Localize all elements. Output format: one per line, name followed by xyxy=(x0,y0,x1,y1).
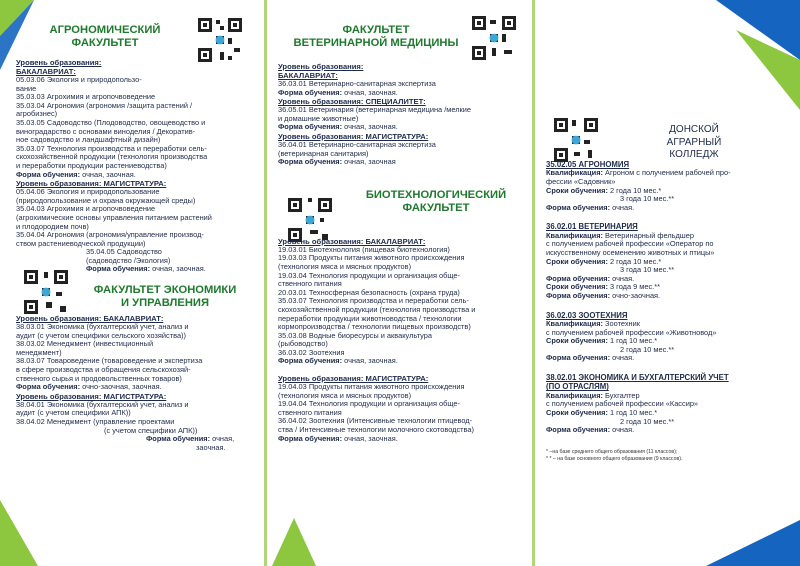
program-line: виноградарство с основами виноделия / Декоратив- xyxy=(16,126,196,136)
level-label: Уровень образования: xyxy=(16,58,102,67)
program-line: 36.04.02 Зоотехния (Интенсивные технологии птицевод- xyxy=(278,416,473,426)
study-form: Форма обучения: очная, заочная. xyxy=(278,356,398,366)
program-line: 38.03.02 Менеджмент (инвестиционный xyxy=(16,339,154,349)
study-form: Форма обучения: очная. xyxy=(546,202,635,212)
econ-title-line: ФАКУЛЬТЕТ ЭКОНОМИКИ xyxy=(93,284,237,297)
program-line: ное садоводство и ландшафтный дизайн) xyxy=(16,135,161,145)
program-line: ства / Интенсивные технологии молочного скотоводства) xyxy=(278,425,474,435)
level-label: Уровень образования: МАГИСТРАТУРА: xyxy=(278,131,429,141)
agro-section xyxy=(0,0,262,566)
program-line: 19.04.04 Технология продукции и организация обще- xyxy=(278,399,460,409)
study-form: Форма обучения: очная. xyxy=(546,273,635,283)
program-line: (природопользование и охрана окружающей среды) xyxy=(16,195,196,205)
program-line: 35.03.07 Технология производства и переработки сель- xyxy=(278,296,469,306)
program-line: 35.03.05 Садоводство (Плодоводство, овощеводство и xyxy=(16,117,206,127)
study-period-cont: 3 года 10 мес.** xyxy=(620,194,675,204)
agro-title-line: АГРОНОМИЧЕСКИЙ xyxy=(49,24,161,36)
bio-faculty-title xyxy=(348,189,524,215)
program-line: менеджмент) xyxy=(16,347,62,357)
program-line: и переработки продукции растениеводства) xyxy=(16,160,167,170)
study-period: Сроки обучения: 1 год 10 мес.* xyxy=(546,336,658,346)
level-label: Уровень образования: СПЕЦИАЛИТЕТ: xyxy=(278,97,426,107)
program-line: 35.03.08 Водные биоресурсы и аквакультура xyxy=(278,330,432,340)
level-label: Уровень образования: БАКАЛАВРИАТ: xyxy=(278,236,426,246)
level-label: БАКАЛАВРИАТ: xyxy=(278,71,338,80)
program-line: 38.04.01 Экономика (бухгалтерский учет, анализ и xyxy=(16,399,189,409)
column-divider xyxy=(532,0,535,566)
qualification-cont: искусственному осеменению животных и птицы» xyxy=(546,247,715,257)
program-line: 36.03.02 Зоотехния xyxy=(278,347,345,357)
program-line: 35.03.07 Технология производства и переработки сель- xyxy=(16,143,207,153)
program-line: 38.03.07 Товароведение (товароведение и экспертиза xyxy=(16,356,203,366)
study-period-cont: 3 года 10 мес.** xyxy=(620,265,675,275)
program-list xyxy=(16,401,254,427)
program-line: ственного питания xyxy=(278,407,342,417)
study-period: Сроки обучения: 2 года 10 мес.* xyxy=(546,185,662,195)
level-label: Уровень образования: xyxy=(278,62,364,71)
level-label: БАКАЛАВРИАТ: xyxy=(16,67,76,76)
agro-title-line: ФАКУЛЬТЕТ xyxy=(71,37,139,49)
program-line: 19.04.03 Продукты питания животного происхождения xyxy=(278,382,465,392)
program-line: (ветеринарная санитария) xyxy=(278,148,369,158)
specialty-zootechny xyxy=(546,311,792,363)
specialty-title: 38.02.01 ЭКОНОМИКА И БУХГАЛТЕРСКИЙ УЧЕТ xyxy=(546,372,729,382)
program-line: 35.04.04 Агрономия (агрономия/управление производ- xyxy=(16,230,204,240)
study-form: Форма обучения: очная, заочная. xyxy=(16,169,136,179)
program-line: (технология мяса и мясных продуктов) xyxy=(278,261,412,271)
program-line: кормопроизводства / технологии пищевых производств) xyxy=(278,322,471,332)
program-line: 35.03.04 Агрономия (агрономия /защита растений / xyxy=(16,100,193,110)
specialty-veterinary xyxy=(546,222,792,300)
program-line: скохозяйственной продукции (технология производства и xyxy=(278,304,476,314)
program-line: (агрохимические основы управления питанием растений xyxy=(16,212,212,222)
vet-title-line: ВЕТЕРИНАРНОЙ МЕДИЦИНЫ xyxy=(293,37,459,49)
qualification: Квалификация: Бухгалтер xyxy=(546,390,640,400)
qualification-cont: с получением рабочей профессии «Оператор по xyxy=(546,239,714,249)
study-form: Форма обучения: очная, заочная. xyxy=(278,122,398,132)
college-section xyxy=(538,0,800,566)
study-form: Форма обучения: очно-заочная, заочная. xyxy=(16,382,162,392)
program-line: 05.03.06 Экология и природопользо- xyxy=(16,75,142,84)
program-line: (с учетом специфики АПК)) xyxy=(104,425,198,435)
program-list xyxy=(278,141,524,158)
footnote: * * – на базе основного общего образования (9 классов). xyxy=(546,455,683,462)
college-title-line: КОЛЛЕДЖ xyxy=(669,149,719,160)
program-line: переработки продукции животноводства / технологии xyxy=(278,313,462,323)
program-list xyxy=(278,246,524,358)
program-line: 36.03.01 Ветеринарно-санитарная экспертиза xyxy=(278,79,436,88)
program-line: аудит (с учетом специфики АПК)) xyxy=(16,408,131,418)
level-label: Уровень образования: МАГИСТРАТУРА: xyxy=(16,179,167,189)
program-list xyxy=(16,76,254,171)
program-line: 36.05.01 Ветеринария (ветеринарная медицина /мелкие xyxy=(278,105,471,115)
program-line: 38.04.02 Менеджмент (управление проектами xyxy=(16,417,175,426)
bio-title-line: ФАКУЛЬТЕТ xyxy=(402,201,470,214)
study-period-cont: 2 года 10 мес.** xyxy=(620,344,675,354)
program-line: 20.03.01 Техносферная безопасность (охрана труда) xyxy=(278,287,460,297)
study-form: Форма обучения: очная, заочная. xyxy=(278,87,398,97)
program-line: скохозяйственной продукции (технология производства xyxy=(16,152,208,162)
qualification: Квалификация: Зоотехник xyxy=(546,318,640,328)
level-label: Уровень образования: БАКАЛАВРИАТ: xyxy=(16,314,164,324)
level-label: Уровень образования: МАГИСТРАТУРА: xyxy=(278,374,429,384)
program-list xyxy=(278,383,524,435)
qualification-cont: фессии «Садовник» xyxy=(546,177,616,186)
study-period: Сроки обучения: 2 года 10 мес.* xyxy=(546,256,662,266)
program-list xyxy=(278,106,524,123)
program-line: 19.03.01 Биотехнология (пищевая биотехнология) xyxy=(278,244,450,254)
vet-title-line: ФАКУЛЬТЕТ xyxy=(342,24,410,36)
program-line: ственного питания xyxy=(278,279,342,289)
specialty-title: (ПО ОТРАСЛЯМ) xyxy=(546,382,609,392)
econ-title-line: И УПРАВЛЕНИЯ xyxy=(121,297,209,310)
specialty-accounting xyxy=(546,373,792,435)
footnote: * –на базе среднего общего образования (11 классов); xyxy=(546,448,678,455)
study-period-cont: 2 года 10 мес.** xyxy=(620,416,675,426)
program-line: и плодородием почв) xyxy=(16,221,89,231)
study-form: Форма обучения: очная, xyxy=(146,434,235,444)
program-line: вание xyxy=(16,83,37,93)
program-line: (технология мяса и мясных продуктов) xyxy=(278,390,412,400)
program-line: агробизнес) xyxy=(16,109,58,119)
study-form: Форма обучения: очная. xyxy=(546,353,635,363)
program-line: 35.03.03 Агрохимия и агропочвоведение xyxy=(16,92,156,102)
program-line: ством растениеводческой продукции) xyxy=(16,238,146,248)
program-line: 35.04.05 Садоводство xyxy=(86,247,162,257)
qualification-cont: с получением рабочей профессии «Животновод» xyxy=(546,327,717,337)
program-line: в сфере производства и обращения сельскохозяй- xyxy=(16,365,191,375)
college-title-line: АГРАРНЫЙ xyxy=(666,136,722,148)
qualification-cont: с получением рабочей профессии «Кассир» xyxy=(546,399,699,409)
study-period: Сроки обучения: 3 года 9 мес.** xyxy=(546,282,660,292)
program-line: 05.04.06 Экология и природопользование xyxy=(16,187,160,197)
program-line: 19.03.03 Продукты питания животного происхождения xyxy=(278,253,465,263)
column-divider xyxy=(264,0,267,566)
program-line: 38.03.01 Экономика (бухгалтерский учет, анализ и xyxy=(16,322,189,332)
qualification: Квалификация: Ветеринарный фельдшер xyxy=(546,230,694,240)
specialty-agronomy xyxy=(546,160,792,212)
program-line: (рыбоводство) xyxy=(278,339,328,349)
vet-section xyxy=(268,0,532,566)
specialty-title: 36.02.01 ВЕТЕРИНАРИЯ xyxy=(546,222,638,232)
study-form-cont: заочная. xyxy=(196,442,226,452)
study-form: Форма обучения: очная, заочная. xyxy=(278,433,398,443)
specialty-title: 35.02.05 АГРОНОМИЯ xyxy=(546,160,630,169)
study-period: Сроки обучения: 1 год 10 мес.* xyxy=(546,407,658,417)
econ-faculty-title xyxy=(76,284,254,310)
bio-title-line: БИОТЕХНОЛОГИЧЕСКИЙ xyxy=(365,188,507,201)
program-list xyxy=(16,323,254,383)
program-line: 36.04.01 Ветеринарно-санитарная экспертиза xyxy=(278,139,436,149)
program-line: 35.04.03 Агрохимия и агропочвоведение xyxy=(16,204,156,214)
level-label: Уровень образования: МАГИСТРАТУРА: xyxy=(16,391,167,401)
program-line: ственного сырья и продовольственных товаров) xyxy=(16,373,182,383)
study-form: Форма обучения: очная, заочная xyxy=(278,157,396,167)
college-title-line: ДОНСКОЙ xyxy=(669,124,719,135)
program-line: 19.03.04 Технология продукции и организация обще- xyxy=(278,270,460,280)
qualification: Квалификация: Агроном с получением рабочей про- xyxy=(546,168,731,178)
study-form: Форма обучения: очная, заочная. xyxy=(86,264,206,274)
specialty-title: 36.02.03 ЗООТЕХНИЯ xyxy=(546,310,628,320)
study-form: Форма обучения: очно-заочная. xyxy=(546,290,661,300)
program-line: и домашние животные) xyxy=(278,113,359,123)
study-form: Форма обучения: очная. xyxy=(546,425,635,435)
program-list xyxy=(16,188,254,248)
program-line: (садоводство /Экология) xyxy=(86,255,171,265)
program-line: аудит (с учетом специфики сельского хозяйства)) xyxy=(16,330,186,340)
